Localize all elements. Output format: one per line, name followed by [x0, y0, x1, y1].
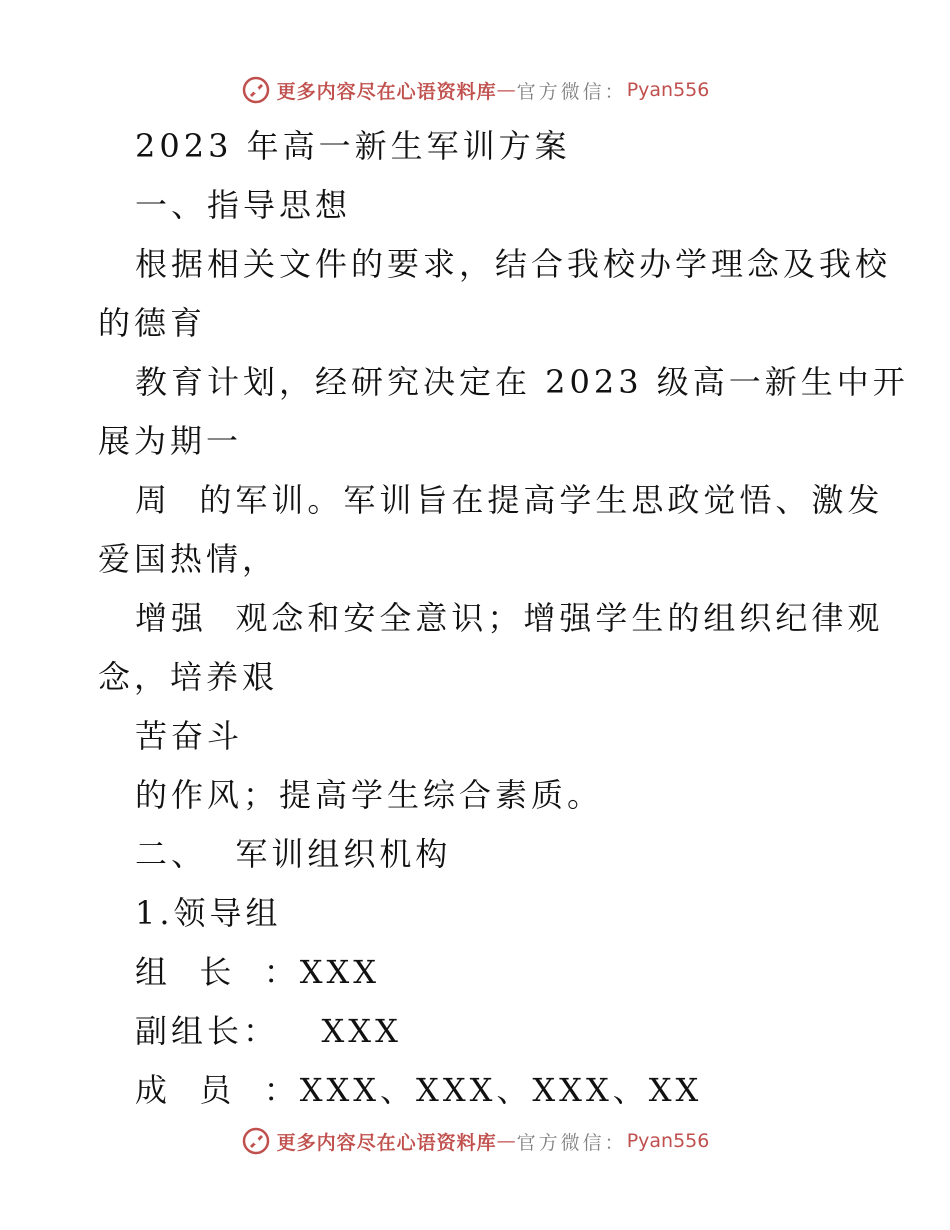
- document-body: [98, 117, 909, 1120]
- paragraph-line: 根据相关文件的要求，结合我校办学理念及我校: [135, 245, 892, 283]
- watermark-logo-icon: [241, 1126, 271, 1156]
- watermark-official-label: 官方微信：: [516, 1131, 627, 1154]
- watermark-main-text: 更多内容尽在心语资料库: [276, 1131, 497, 1154]
- paragraph-line: 增强 观念和安全意识；增强学生的组织纪律观: [135, 599, 884, 637]
- watermark-wechat-id: Pyan556: [626, 79, 710, 101]
- paragraph-line: 的德育: [98, 304, 207, 342]
- section-heading-organization: 二、 军训组织机构: [135, 835, 452, 873]
- paragraph-line: 的作风；提高学生综合素质。: [135, 776, 604, 814]
- watermark-logo-icon: [241, 75, 271, 105]
- paragraph-line: 周 的军训。军训旨在提高学生思政觉悟、激发: [135, 481, 884, 519]
- document-title: 2023 年高一新生军训方案: [135, 127, 571, 165]
- watermark-header: [0, 70, 950, 110]
- deputy-leader-line: 副组长： XXX: [135, 1012, 402, 1050]
- watermark-official-label: 官方微信：: [516, 80, 627, 103]
- watermark-main-text: 更多内容尽在心语资料库: [276, 80, 497, 103]
- paragraph-line: 展为期一: [98, 422, 243, 460]
- paragraph-line: 爱国热情，: [98, 540, 279, 578]
- paragraph-line: 教育计划，经研究决定在 2023 级高一新生中开: [135, 363, 909, 401]
- leader-line: 组 长 ：XXX: [135, 953, 381, 991]
- watermark-wechat-id: Pyan556: [626, 1130, 710, 1152]
- watermark-footer: [0, 1121, 950, 1161]
- members-line: 成 员 ：XXX、XXX、XXX、XX: [135, 1071, 703, 1109]
- watermark-dash: —: [496, 1130, 517, 1152]
- section-heading-guiding-ideology: 一、指导思想: [135, 186, 352, 224]
- paragraph-line: 念，培养艰: [98, 658, 279, 696]
- subsection-heading-leadership: 1.领导组: [135, 894, 282, 932]
- watermark-dash: —: [496, 79, 517, 101]
- paragraph-line: 苦奋斗: [135, 717, 244, 755]
